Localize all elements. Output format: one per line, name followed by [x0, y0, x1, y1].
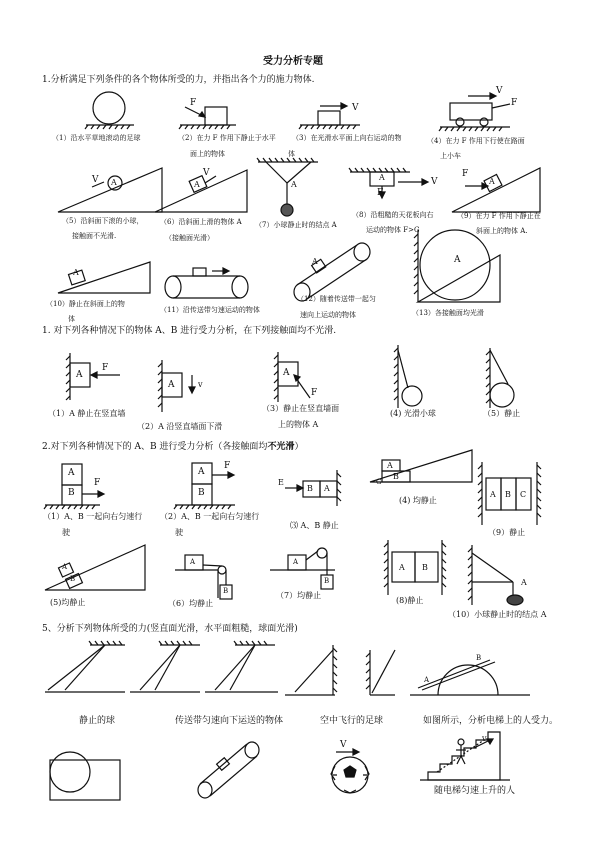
s3-fig4-label-G: G — [376, 478, 382, 486]
s4-caption-5: 随电梯匀速上升的人 — [434, 786, 516, 796]
s4-fig10-escalator-person — [420, 732, 510, 780]
s1-caption-10b: 体 — [68, 315, 75, 323]
s1-caption-7: （7）小球静止时的结点 A — [255, 221, 337, 229]
s3-fig3-blocks-pushed-to-wall — [285, 470, 341, 506]
s4-fig9-soccer-ball — [331, 749, 369, 793]
s3-fig2-label-A: A — [198, 467, 205, 477]
s3-caption-7: （7）均静止 — [276, 591, 322, 600]
s3-fig1-label-F: F — [94, 478, 101, 488]
s1-fig8-label-F: F — [377, 188, 384, 198]
s3-fig8-blocks-between-walls — [384, 540, 446, 595]
s3-fig10-hanging-ball-with-boom — [468, 545, 523, 605]
s3-fig4-label-B: B — [393, 472, 399, 481]
fig1-football-on-grass — [85, 92, 134, 129]
fig2-block-with-force — [179, 107, 236, 129]
s3-caption-2b: 驶 — [175, 528, 183, 537]
s3-fig6-label-A: A — [190, 558, 196, 566]
fig12-inclined-conveyor — [294, 243, 370, 301]
s3-heading — [42, 442, 303, 452]
s3-caption-4: (4) 均静止 — [399, 496, 437, 505]
s1-caption-5b: 接触面不光滑. — [72, 232, 117, 240]
s1-caption-3b: 体 — [288, 150, 295, 158]
s1-caption-4a: （4）在力 F 作用下行使在路面 — [427, 137, 525, 145]
s1-fig13-label-A: A — [454, 255, 461, 265]
s3-fig9-label-C: C — [520, 490, 527, 499]
s2-fig5-ball-on-wall — [486, 348, 514, 408]
s3-caption-8: (8)静止 — [396, 596, 424, 605]
s1-fig4-label-V: V — [496, 86, 503, 96]
fig3-moving-block — [299, 103, 360, 129]
s4-fig9-label-V: V — [340, 740, 347, 750]
s3-caption-3: ⑶ A、B 静止 — [290, 521, 339, 530]
s3-fig5-label-B: B — [70, 575, 76, 583]
s2-fig2-label-v: v — [198, 380, 203, 389]
s2-fig3-label-A: A — [283, 368, 290, 378]
s4-fig10-label-v: v — [482, 734, 487, 743]
s2-fig1-label-F: F — [102, 363, 109, 373]
s3-fig6-label-B: B — [223, 587, 229, 595]
s3-fig8-label-B: B — [422, 563, 428, 572]
s3-fig7-label-A: A — [293, 558, 299, 566]
s4-fig3-rope-pendulum — [205, 641, 278, 692]
s3-fig9-label-A: A — [490, 490, 496, 499]
s3-heading-text: 2.对下列各种情况下的 A、B 进行受力分析（各接触面均 — [42, 442, 268, 452]
fig13-ball-between-wall-and-incline — [414, 230, 500, 302]
s3-caption-10: （10）小球静止时的结点 A — [448, 610, 547, 619]
s1-caption-12b: 速向上运动的物体 — [300, 311, 356, 319]
s1-fig5-label-V: V — [92, 175, 99, 185]
s4-caption-1: 静止的球 — [79, 716, 116, 726]
s4-fig6-label-A: A — [424, 676, 430, 684]
s1-fig6-label-V: V — [203, 168, 210, 178]
s3-heading-close: ） — [294, 442, 304, 452]
s2-heading: 1. 对下列各种情况下的物体 A、B 进行受力分析，在下列接触面均不光滑. — [42, 326, 337, 336]
s1-fig8-label-A: A — [379, 173, 385, 182]
s3-caption-5: (5)均静止 — [50, 598, 86, 607]
s1-fig9-label-A: A — [489, 177, 495, 186]
s3-fig8-label-A: A — [399, 563, 405, 572]
s1-caption-6a: （6）沿斜面上滑的物体 A — [160, 218, 242, 226]
s3-caption-1b: 驶 — [62, 528, 70, 537]
s1-caption-8b: 运动的物体 F>G — [366, 226, 420, 234]
s3-fig3-label-A: A — [324, 484, 330, 493]
s3-fig2-label-F: F — [224, 461, 231, 471]
s3-caption-9: （9）静止 — [488, 528, 526, 537]
fig7-ball-hanging-from-knot — [257, 158, 318, 216]
s1-caption-3a: （3）在光滑水平面上向右运动的物 — [292, 134, 402, 142]
s1-fig8-label-V: V — [431, 177, 438, 187]
s3-caption-1a: （1）A、B 一起向右匀速行 — [43, 512, 143, 521]
fig10-block-on-incline — [58, 262, 150, 293]
s2-fig2-label-A: A — [168, 380, 175, 390]
s1-fig7-label-A: A — [291, 180, 297, 189]
s1-caption-1: （1）沿水平草地滚动的足球 — [52, 134, 141, 142]
s1-fig6-label-A: A — [194, 180, 200, 189]
s1-caption-6b: （接触面光滑） — [165, 234, 214, 242]
s4-fig8-inclined-conveyor — [198, 742, 259, 798]
page-title: 受力分析专题 — [263, 56, 323, 67]
s3-fig2-label-B: B — [198, 488, 205, 498]
s1-caption-8a: （8）沿粗糙的天花板向右 — [352, 211, 434, 219]
s2-caption-5: （5）静止 — [483, 409, 521, 418]
s2-fig2-block-sliding-down-wall — [158, 360, 195, 412]
s3-fig9-label-B: B — [505, 490, 511, 499]
s3-fig1-label-B: B — [68, 488, 75, 498]
s3-caption-6: （6）均静止 — [168, 599, 214, 608]
s4-fig5-rod-on-wall-and-floor — [366, 650, 395, 695]
s1-fig9-label-F: F — [462, 169, 469, 179]
fig11-horizontal-conveyor — [165, 268, 248, 298]
s3-fig3-label-B: B — [307, 484, 313, 493]
s1-fig10-label-A: A — [73, 268, 79, 277]
s1-caption-11: （11）沿传送带匀速运动的物体 — [160, 306, 260, 314]
s2-caption-3b: 上的物体 A — [278, 420, 319, 429]
s2-caption-3a: （3）静止在竖直墙面 — [262, 404, 340, 413]
s1-caption-13: （13）各接触面均光滑 — [412, 309, 484, 317]
s2-fig1-block-on-wall — [66, 353, 120, 400]
s3-fig4-label-A: A — [387, 461, 393, 470]
s2-fig4-smooth-ball-on-wall — [394, 345, 422, 408]
fig5-ball-rolling-down-incline — [58, 168, 162, 212]
s1-caption-10a: （10）静止在斜面上的物 — [46, 300, 125, 308]
s2-fig1-label-A: A — [76, 370, 83, 380]
s3-fig4-blocks-on-incline — [370, 450, 472, 482]
s3-fig3-label-E: E — [278, 478, 284, 487]
s2-caption-1: （1）A 静止在竖直墙 — [48, 409, 126, 418]
s1-heading: 1.分析满足下列条件的各个物体所受的力，并指出各个力的施力物体. — [42, 75, 315, 85]
s1-fig2-label-F: F — [190, 98, 197, 108]
s1-caption-5a: （5）沿斜面下滚的小球， — [62, 217, 144, 225]
s1-fig5-label-A: A — [111, 178, 117, 187]
s4-fig6-label-B: B — [476, 654, 482, 662]
s3-caption-2a: （2）A、B 一起向右匀速行 — [160, 512, 260, 521]
s3-fig1-label-A: A — [68, 468, 75, 478]
s3-fig7-label-B: B — [324, 577, 330, 585]
s3-fig5-label-A: A — [62, 563, 68, 571]
s3-fig10-label-A: A — [521, 578, 527, 587]
fig8-block-on-ceiling — [349, 168, 428, 198]
s4-caption-4: 如图所示，分析电梯上的人受力。 — [423, 716, 559, 726]
s1-fig12-label-A: A — [312, 257, 318, 266]
s1-caption-9a: （9）在力 F 作用下静止在 — [457, 212, 541, 220]
s1-caption-12a: （12）随着传送带一起匀 — [297, 295, 376, 303]
s4-fig7-ball-in-box — [50, 752, 120, 800]
s2-fig3-label-F: F — [311, 388, 318, 398]
s2-caption-2: （2）A 沿竖直墙面下滑 — [137, 422, 223, 431]
s2-caption-4: (4) 光滑小球 — [390, 409, 436, 418]
s4-caption-3: 空中飞行的足球 — [320, 716, 384, 726]
s4-fig1-static-ball-with-rope — [45, 641, 125, 692]
s1-fig3-label-V: V — [352, 103, 359, 113]
s1-caption-2a: （2）在力 F 作用下静止于水平 — [178, 134, 276, 142]
s4-heading: 5、分析下列物体所受的力(竖直面光滑，水平面粗糙，球面光滑) — [42, 624, 298, 634]
s1-caption-2b: 面上的物体 — [190, 150, 225, 158]
s1-caption-9b: 斜面上的物体 A. — [476, 227, 528, 235]
fig6-block-sliding-up-incline — [155, 170, 247, 212]
s1-fig4-label-F: F — [511, 98, 518, 108]
s2-fig3-block-on-wall-with-force — [274, 352, 310, 402]
s4-fig2-rope-pendulum — [130, 641, 200, 692]
s4-caption-2: 传送带匀速向下运送的物体 — [175, 716, 284, 726]
s3-heading-emphasis: 不光滑 — [267, 442, 295, 452]
s4-fig4-rod-against-wall — [285, 645, 337, 695]
s3-fig5-blocks-on-incline — [45, 545, 145, 590]
fig4-cart — [439, 93, 510, 131]
s1-caption-4b: 上小车 — [440, 152, 461, 160]
